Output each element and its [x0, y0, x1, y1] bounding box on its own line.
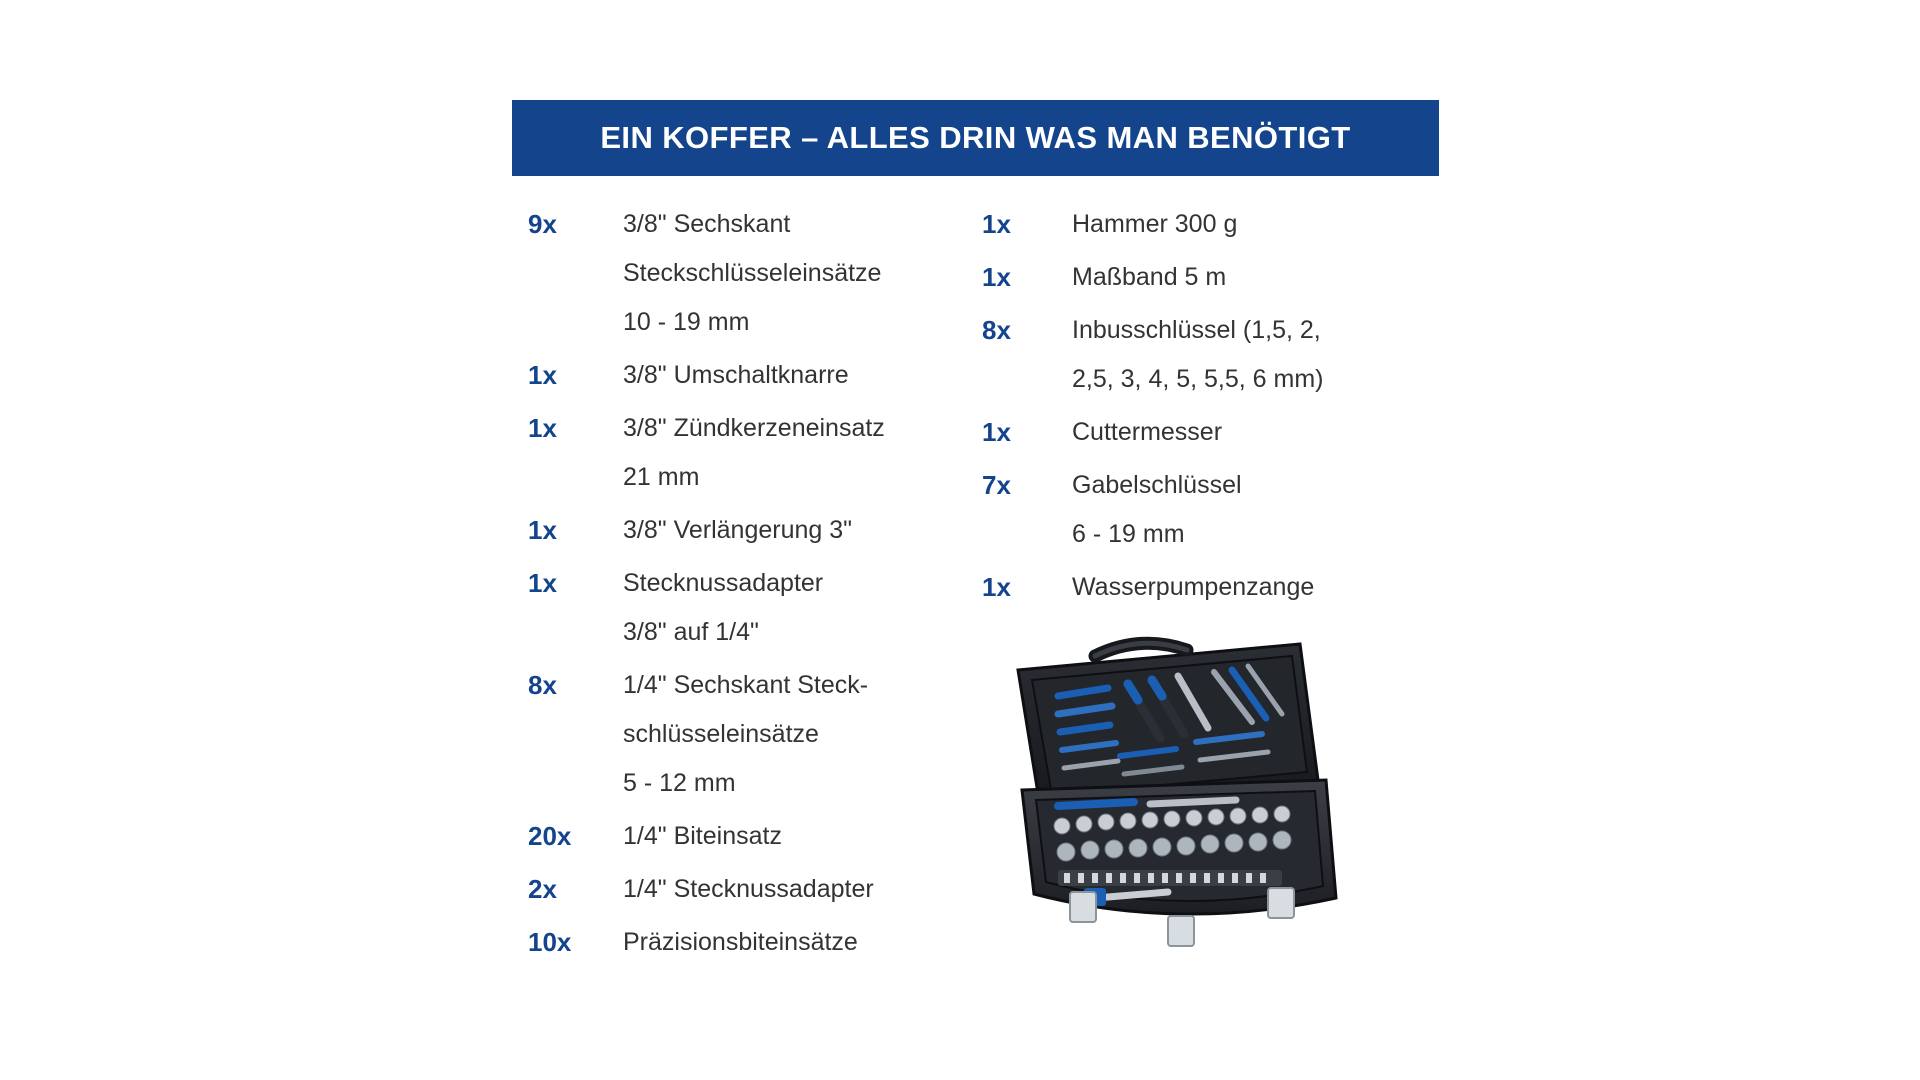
item-quantity: 1x [982, 209, 1011, 239]
list-item [528, 351, 988, 400]
item-quantity: 8x [982, 315, 1011, 345]
page-title: EIN KOFFER – ALLES DRIN WAS MAN BENÖTIGT [600, 120, 1351, 155]
item-quantity: 1x [982, 262, 1011, 292]
item-description-line: Stecknussadapter [623, 569, 824, 597]
item-description-line: schlüsseleinsätze [623, 720, 819, 748]
item-description-line: 1/4" Stecknussadapter [623, 875, 874, 903]
item-description [1072, 200, 1382, 249]
item-description-line: Präzisionsbiteinsätze [623, 928, 858, 956]
item-quantity: 7x [982, 470, 1011, 500]
item-description-line: 1/4" Sechskant Steck- [623, 671, 869, 699]
item-quantity: 1x [528, 360, 557, 390]
item-description [623, 200, 988, 347]
item-description-line: Maßband 5 m [1072, 263, 1227, 291]
header-banner [512, 100, 1439, 176]
item-description-line: 5 - 12 mm [623, 769, 736, 797]
list-item [982, 461, 1382, 559]
item-description [1072, 461, 1382, 559]
item-description [623, 506, 988, 555]
item-description [623, 865, 988, 914]
list-item [528, 506, 988, 555]
item-quantity: 1x [982, 417, 1011, 447]
list-item [982, 253, 1382, 302]
item-description-line: 3/8" Verlängerung 3" [623, 516, 853, 544]
list-item [982, 306, 1382, 404]
list-item [982, 200, 1382, 249]
list-item [528, 812, 988, 861]
item-quantity: 1x [528, 515, 557, 545]
item-quantity: 10x [528, 927, 572, 957]
item-description [623, 559, 988, 657]
item-description-line: Steckschlüsseleinsätze [623, 259, 882, 287]
item-description [1072, 408, 1382, 457]
item-description-line: 3/8" Zündkerzeneinsatz [623, 414, 885, 442]
item-quantity: 1x [982, 572, 1011, 602]
item-quantity: 9x [528, 209, 557, 239]
item-quantity: 2x [528, 874, 557, 904]
item-description-line: Gabelschlüssel [1072, 471, 1242, 499]
list-item [528, 661, 988, 808]
list-item [528, 200, 988, 347]
item-description-line: 3/8" Sechskant [623, 210, 791, 238]
item-description [623, 404, 988, 502]
item-description [623, 351, 988, 400]
item-list-left [528, 200, 988, 971]
item-description-line: Hammer 300 g [1072, 210, 1238, 238]
item-description-line: Wasserpumpenzange [1072, 573, 1315, 601]
item-description-line: 3/8" Umschaltknarre [623, 361, 849, 389]
item-description [623, 812, 988, 861]
item-description-line: 2,5, 3, 4, 5, 5,5, 6 mm) [1072, 365, 1324, 393]
list-item [528, 865, 988, 914]
item-description [1072, 563, 1382, 612]
list-item [528, 404, 988, 502]
item-description-line: 10 - 19 mm [623, 308, 750, 336]
item-quantity: 8x [528, 670, 557, 700]
list-item [982, 563, 1382, 612]
item-description-line: 3/8" auf 1/4" [623, 618, 759, 646]
list-item [528, 918, 988, 967]
item-list-right [982, 200, 1382, 616]
item-description [623, 918, 988, 967]
item-description-line: 21 mm [623, 463, 700, 491]
list-item [982, 408, 1382, 457]
item-description-line: 1/4" Biteinsatz [623, 822, 782, 850]
item-quantity: 20x [528, 821, 572, 851]
item-description-line: Inbusschlüssel (1,5, 2, [1072, 316, 1321, 344]
item-description [1072, 306, 1382, 404]
item-description [1072, 253, 1382, 302]
item-description-line: Cuttermesser [1072, 418, 1223, 446]
tool-case-illustration [1000, 630, 1360, 970]
item-description-line: 6 - 19 mm [1072, 520, 1185, 548]
tool-case-photo [1000, 630, 1360, 970]
item-description [623, 661, 988, 808]
list-item [528, 559, 988, 657]
item-quantity: 1x [528, 568, 557, 598]
item-quantity: 1x [528, 413, 557, 443]
